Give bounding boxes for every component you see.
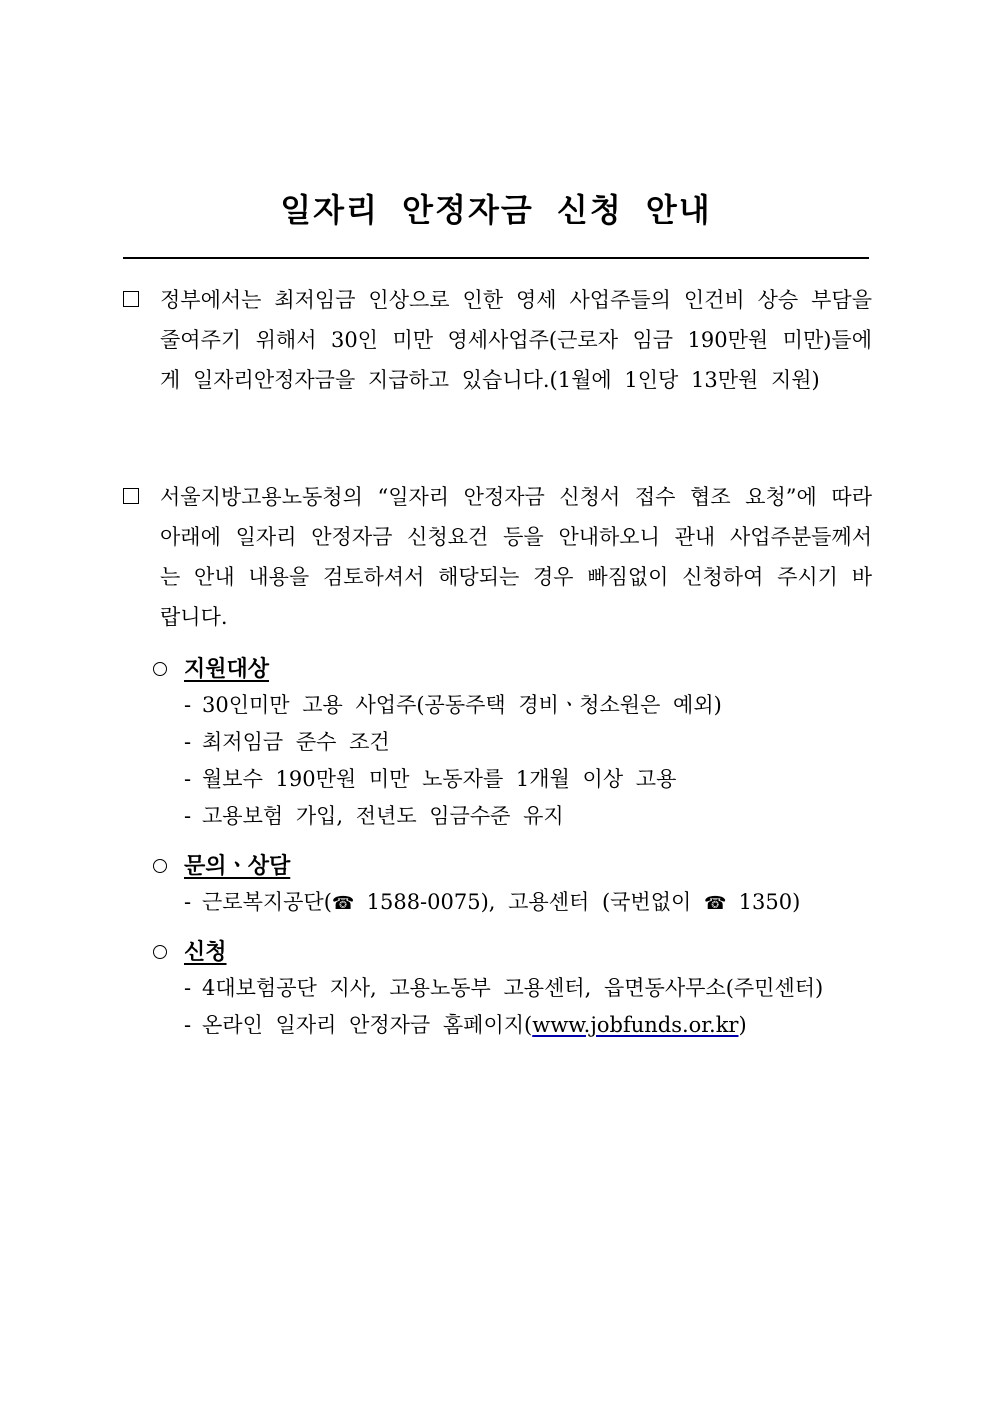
notice-paragraph-2 <box>120 477 872 637</box>
circle-bullet-icon <box>153 945 167 959</box>
title-divider <box>123 257 869 259</box>
phone-icon: ☎ <box>331 893 355 914</box>
section-heading <box>150 934 870 970</box>
square-bullet-icon <box>123 291 139 307</box>
circle-bullet-icon <box>153 662 167 676</box>
notice-paragraph-1 <box>120 280 872 400</box>
application-heading: 신청 <box>184 939 227 965</box>
list-item: - 최저임금 준수 조건 <box>184 730 390 754</box>
section-heading <box>150 848 870 884</box>
paragraph-text: 서울지방고용노동청의 “일자리 안정자금 신청서 접수 협조 요청”에 따라 아래에 일자리 안정자금 신청요건 등을 안내하오니 관내 사업주분들께서는 안내 내용을 검토하셔서 해당되는 경우 빠짐없이 신청하여 주시기 바랍니다. <box>160 485 872 629</box>
paragraph-text: 정부에서는 최저임금 인상으로 인한 영세 사업주들의 인건비 상승 부담을 줄여주기 위해서 30인 미만 영세사업주(근로자 임금 190만원 미만)들에게 일자리안정자금을 지급하고 있습니다.(1월에 1인당 13만원 지원) <box>160 288 872 392</box>
list-item: - 월보수 190만원 미만 노동자를 1개월 이상 고용 <box>184 767 677 791</box>
list-item: - 고용보험 가입, 전년도 임금수준 유지 <box>184 804 564 828</box>
circle-bullet-icon <box>153 859 167 873</box>
list-item: - 근로복지공단(☎ 1588-0075), 고용센터 (국번없이 ☎ 1350) <box>184 884 870 921</box>
inquiry-list <box>150 884 870 921</box>
list-item: - 온라인 일자리 안정자금 홈페이지(www.jobfunds.or.kr) <box>184 1013 747 1037</box>
eligibility-list <box>150 687 870 835</box>
square-bullet-icon <box>123 488 139 504</box>
phone-number: 1350 <box>738 890 793 914</box>
eligibility-heading: 지원대상 <box>184 656 270 682</box>
list-item: - 30인미만 고용 사업주(공동주택 경비ㆍ청소원은 예외) <box>184 693 722 717</box>
eligibility-section <box>150 651 870 835</box>
jobfunds-website-link[interactable]: www.jobfunds.or.kr <box>532 1013 739 1037</box>
list-item: - 4대보험공단 지사, 고용노동부 고용센터, 읍면동사무소(주민센터) <box>184 976 824 1000</box>
page-title: 일자리 안정자금 신청 안내 <box>280 191 712 229</box>
application-section <box>150 934 870 1044</box>
inquiry-section <box>150 848 870 921</box>
section-heading <box>150 651 870 687</box>
application-list <box>150 970 870 1044</box>
phone-number: 1588-0075 <box>366 890 481 914</box>
inquiry-heading: 문의ㆍ상담 <box>184 853 291 879</box>
phone-icon: ☎ <box>703 893 727 914</box>
